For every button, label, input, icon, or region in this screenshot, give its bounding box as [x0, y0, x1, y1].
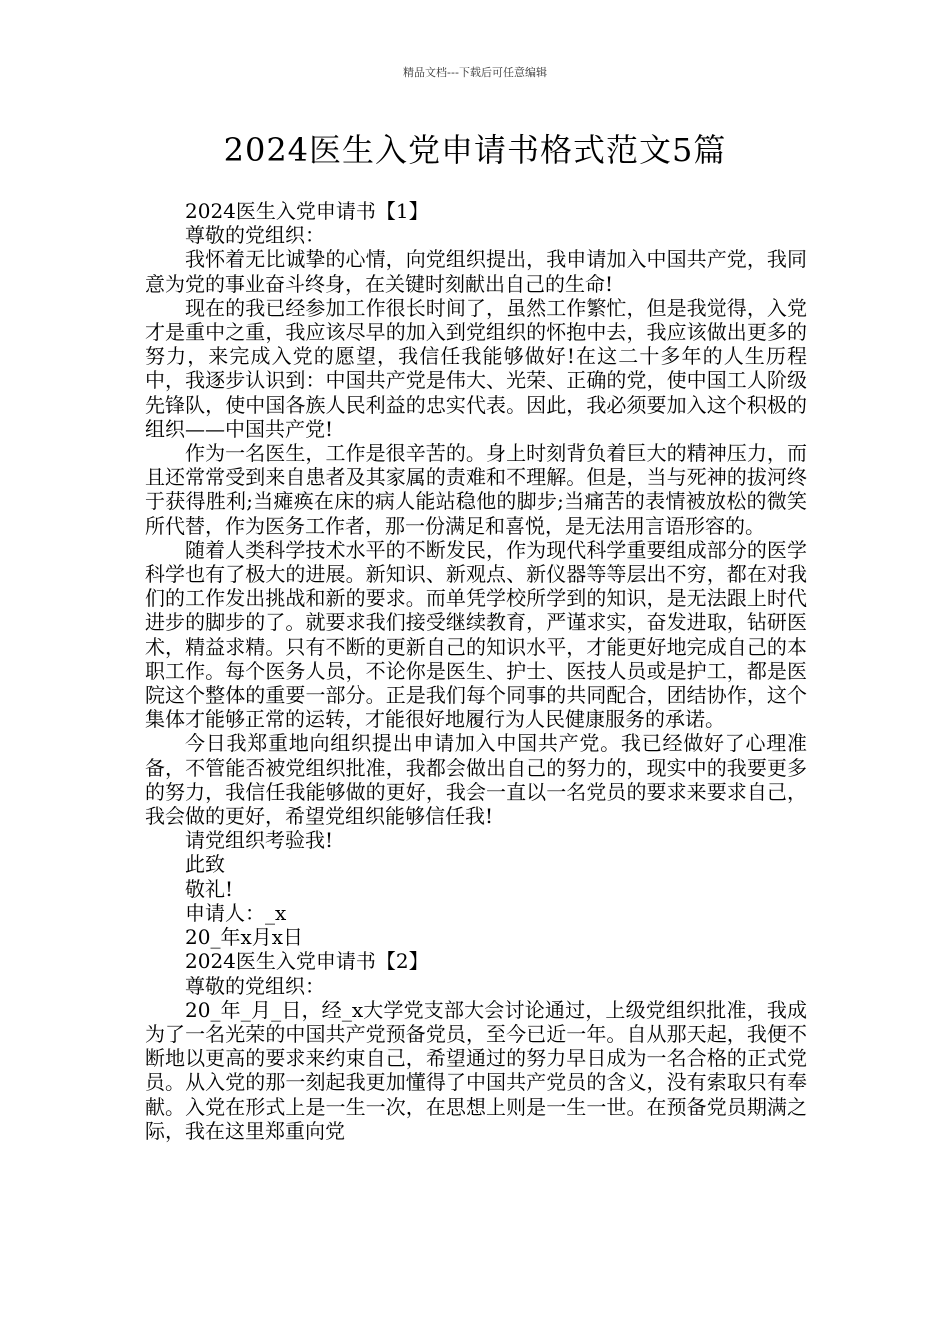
section-heading-2: 2024医生入党申请书【2】	[185, 949, 429, 974]
date-line: 20_年x月x日	[185, 925, 304, 950]
salutation: 尊敬的党组织：	[185, 223, 325, 248]
closing-line: 敬礼!	[185, 876, 234, 901]
body-paragraph: 随着人类科学技术水平的不断发民，作为现代科学重要组成部分的医学科学也有了极大的进展。新知识、新观点、新仪器等等层出不穷，都在对我们的工作发出挑战和新的要求。而单凭学校所学到的知识，是无法跟上时代进步的脚步的了。就要求我们接受继续教育，严谨求实，奋发进取，钻研医术，精益求精。只有不断的更新自己的知识水平，才能更好地完成自己的本职工作。每个医务人员，不论你是医生、护士、医技人员或是护工，都是医院这个整体的重要一部分。正是我们每个同事的共同配合，团结协作，这个集体才能够正常的运转，才能很好地履行为人民健康服务的承诺。	[145, 537, 807, 732]
body-paragraph: 今日我郑重地向组织提出申请加入中国共产党。我已经做好了心理准备，不管能否被党组织批准，我都会做出自己的努力的，现实中的我要更多的努力，我信任我能够做的更好，我会一直以一名党员的要求来要求自己，我会做的更好，希望党组织能够信任我!	[145, 731, 807, 829]
document-title: 2024医生入党申请书格式范文5篇	[223, 131, 727, 169]
page-header-note: 精品文档---下载后可任意编辑	[403, 66, 547, 79]
body-paragraph: 我怀着无比诚挚的心情，向党组织提出，我申请加入中国共产党，我同意为党的事业奋斗终身，在关键时刻献出自己的生命!	[145, 247, 807, 296]
body-paragraph: 现在的我已经参加工作很长时间了，虽然工作繁忙，但是我觉得，入党才是重中之重，我应该尽早的加入到党组织的怀抱中去，我应该做出更多的努力，来完成入党的愿望，我信任我能够做好!在这二十多年的人生历程中，我逐步认识到：中国共产党是伟大、光荣、正确的党，使中国工人阶级先锋队，使中国各族人民利益的忠实代表。因此，我必须要加入这个积极的组织——中国共产党!	[145, 295, 807, 441]
section-heading-1: 2024医生入党申请书【1】	[185, 199, 429, 223]
applicant-line: 申请人：_x	[185, 900, 287, 925]
body-paragraph: 作为一名医生，工作是很辛苦的。身上时刻背负着巨大的精神压力，而且还常常受到来自患者及其家属的责难和不理解。但是，当与死神的拔河终于获得胜利;当瘫痪在床的病人能站稳他的脚步;当痛苦的表情被放松的微笑所代替，作为医务工作者，那一份满足和喜悦，是无法用言语形容的。	[145, 441, 807, 538]
document-body	[145, 199, 807, 1143]
body-paragraph: 20_年_月_日，经_x大学党支部大会讨论通过，上级党组织批准，我成为了一名光荣的中国共产党预备党员，至今已近一年。自从那天起，我便不断地以更高的要求来约束自己，希望通过的努力早日成为一名合格的正式党员。从入党的那一刻起我更加懂得了中国共产党员的含义，没有索取只有奉献。入党在形式上是一生一次，在思想上则是一生一世。在预备党员期满之际，我在这里郑重向党	[145, 997, 807, 1143]
salutation: 尊敬的党组织：	[185, 973, 325, 998]
closing-line: 请党组织考验我!	[185, 828, 334, 853]
closing-line: 此致	[185, 852, 225, 877]
